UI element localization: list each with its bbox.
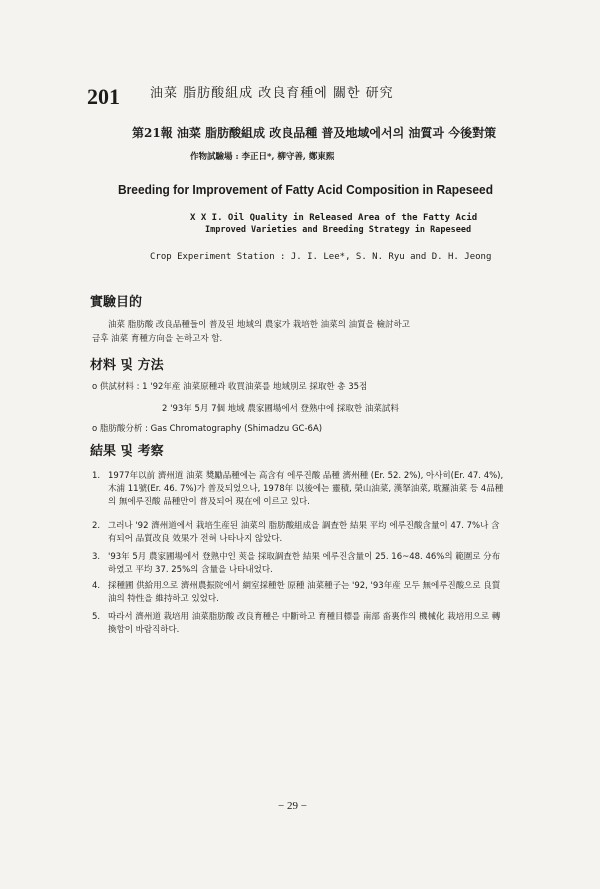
purpose-line-2: 금후 油菜 育種方向을 논하고자 함. (92, 334, 223, 344)
paper-subtitle-korean: 第21報 油菜 脂肪酸組成 改良品種 普及地域에서의 油質과 今後對策 (132, 126, 497, 140)
section-heading-materials: 材料 및 方法 (90, 358, 164, 373)
materials-item-3: o 脂肪酸分析 : Gas Chromatography (Shimadzu GC-6A) (92, 424, 323, 434)
result-item-number: 1. (92, 471, 101, 481)
purpose-text (92, 318, 410, 346)
section-heading-results: 結果 및 考察 (90, 444, 164, 459)
result-item-text: 1977年以前 濟州道 油菜 奬勵品種에는 高含有 에루진酸 品種 濟州種 (Er. 52. 2%), 아사히(Er. 47. 4%), 木浦 11號(Er. 46. 7%)가 普及되었으나, 1978年 以後에는 靈積, 榮山油菜, 漢拏油菜, 耽羅油菜 등 4品種의 無에루진酸 品種만이 普及되어 現在에 이르고 있다. (108, 471, 504, 507)
result-item-text: 그러나 '92 濟州道에서 栽培生産된 油菜의 脂肪酸組成을 調査한 結果 平均 에루진酸含量이 47. 7%나 含有되어 品質改良 效果가 전혀 나타나지 않았다. (108, 521, 500, 544)
result-item-number: 2. (92, 521, 101, 531)
result-item-number: 3. (92, 552, 101, 562)
purpose-line-1: 油菜 脂肪酸 改良品種들이 普及된 地域의 農家가 栽培한 油菜의 油質을 檢討하고 (108, 320, 410, 330)
section-heading-purpose: 實驗目的 (90, 295, 143, 310)
authors-korean: 作物試驗場 : 李正日*, 柳守善, 鄭東熙 (190, 152, 335, 162)
result-item-number: 4. (92, 581, 101, 591)
paper-subtitle-english-line2: Improved Varieties and Breeding Strategy in Rapeseed (205, 225, 472, 235)
paper-title-english: Breeding for Improvement of Fatty Acid Composition in Rapeseed (118, 182, 494, 197)
result-item-text: 採種圃 供給用으로 濟州農振院에서 網室採種한 原種 油菜種子는 '92, '93年産 모두 無에루진酸으로 良質油의 特性을 維持하고 있었다. (108, 581, 501, 604)
authors-english: Crop Experiment Station : J. I. Lee*, S. N. Ryu and D. H. Jeong (150, 252, 492, 262)
paper-subtitle-english-line1: X X I. Oil Quality in Released Area of the Fatty Acid (190, 213, 478, 223)
paper-number: 201 (87, 84, 120, 109)
result-item-text: '93年 5月 農家圃場에서 登熟中인 莢을 採取調査한 結果 에루진含量이 25. 16~48. 46%의 範圍로 分布하였고 平均 37. 25%의 含量을 나타내었다. (108, 552, 501, 575)
materials-item-1: o 供試材料 : 1 '92年産 油菜原種과 收買油菜를 地域別로 採取한 총 35점 (92, 382, 368, 392)
paper-title-korean: 油菜 脂肪酸組成 改良育種에 關한 研究 (150, 86, 394, 101)
materials-item-2: 2 '93年 5月 7個 地域 農家圃場에서 登熟中에 採取한 油菜試料 (162, 404, 399, 414)
result-item-number: 5. (92, 612, 101, 622)
result-item-text: 따라서 濟州道 栽培用 油菜脂肪酸 改良育種은 中斷하고 育種目標를 南部 畓裏作의 機械化 栽培用으로 轉換함이 바람직하다. (108, 612, 501, 635)
page-number: − 29 − (278, 800, 307, 812)
